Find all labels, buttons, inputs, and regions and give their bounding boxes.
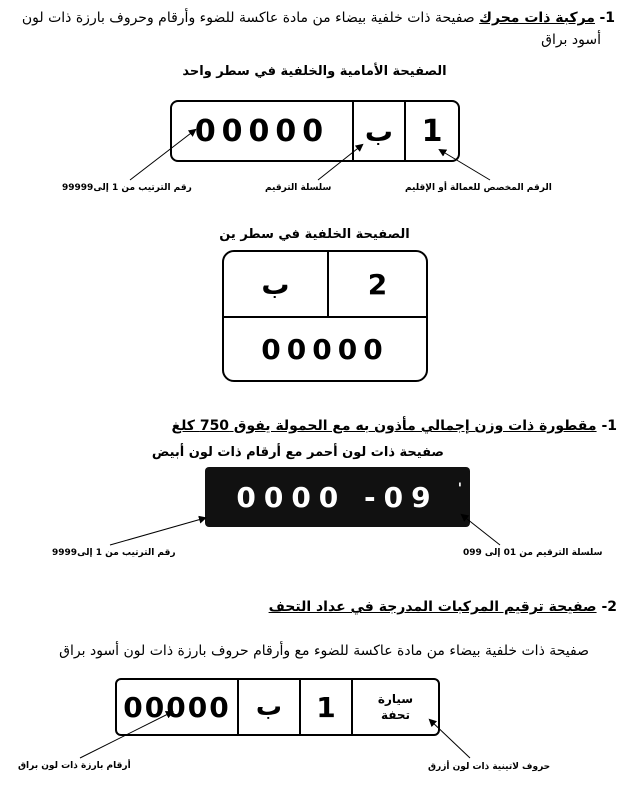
vintage-label-digits: أرقام بارزة ذات لون براق (18, 761, 131, 771)
vintage-plate-region: 1 (316, 690, 336, 724)
section2-number: 1- (601, 418, 617, 434)
vintage-plate-serial: 00000 (123, 690, 231, 724)
section1-number: 1- (599, 10, 615, 26)
plate2-letter: ب (261, 267, 290, 301)
arrow-plate1-letter (318, 145, 362, 180)
section1-heading: مركبة ذات محرك (479, 10, 595, 26)
trailer-plate-number: 0000 -09 (236, 480, 439, 514)
vintage-label-latin: حروف لاتينية ذات لون أزرق (428, 762, 551, 772)
plate1-region: 1 (421, 113, 443, 149)
vintage-tag-line2: تحفة (380, 708, 411, 722)
section1-desc-line2: أسود براق (541, 32, 601, 48)
vintage-tag-line1: سيارة (377, 692, 414, 706)
arrow-trailer-series (462, 515, 500, 545)
trailer-plate-mark: ' (457, 481, 462, 497)
front-back-plate-title: الصفيحة الأمامية والخلفية في سطر واحد (182, 64, 447, 79)
section3-desc: صفيحة ذات خلفية بيضاء من مادة عاكسة للضوء مع وأرقام حروف بارزة ذات لون أسود براق (59, 643, 589, 659)
section2-subtitle: صفيحة ذات لون أحمر مع أرقام ذات لون أبيض (151, 445, 444, 460)
plate1-label-letter: سلسلة الترقيم (265, 183, 332, 193)
trailer-label-serial: رقم الترتيب من 1 إلى9999 (52, 548, 176, 558)
plate1-letter: ب (364, 114, 394, 148)
arrow-trailer-serial (110, 518, 205, 545)
plate1-label-region: الرقم المخصص للعمالة أو الإقليم (405, 183, 552, 193)
plate1-label-serial: رقم الترتيب من 1 إلى99999 (62, 183, 192, 193)
section1-desc-line1: صفيحة ذات خلفية بيضاء من مادة عاكسة للضوء وأرقام وحروف بارزة ذات لون (21, 10, 475, 26)
plate2-region: 2 (367, 267, 388, 301)
arrow-vintage-latin (430, 720, 470, 758)
plate2-serial: 00000 (261, 332, 389, 366)
section3-heading: صفيحة ترقيم المركبات المدرجة في عداد التحف (268, 599, 597, 615)
section2-heading: مقطورة ذات وزن إجمالي مأذون به مع الحمولة يفوق 750 كلغ (171, 418, 597, 434)
trailer-label-series: سلسلة الترقيم من 01 إلى 099 (463, 548, 603, 558)
rear-two-line-title: الصفيحة الخلفية في سطر ين (219, 227, 410, 242)
arrow-plate1-region (440, 150, 490, 180)
arrow-plate1-serial (130, 130, 195, 180)
vintage-plate-letter: ب (255, 692, 283, 722)
arrow-vintage-digits (80, 712, 172, 758)
plate1-serial: 00000 (194, 113, 330, 149)
section3-number: 2- (601, 599, 617, 615)
